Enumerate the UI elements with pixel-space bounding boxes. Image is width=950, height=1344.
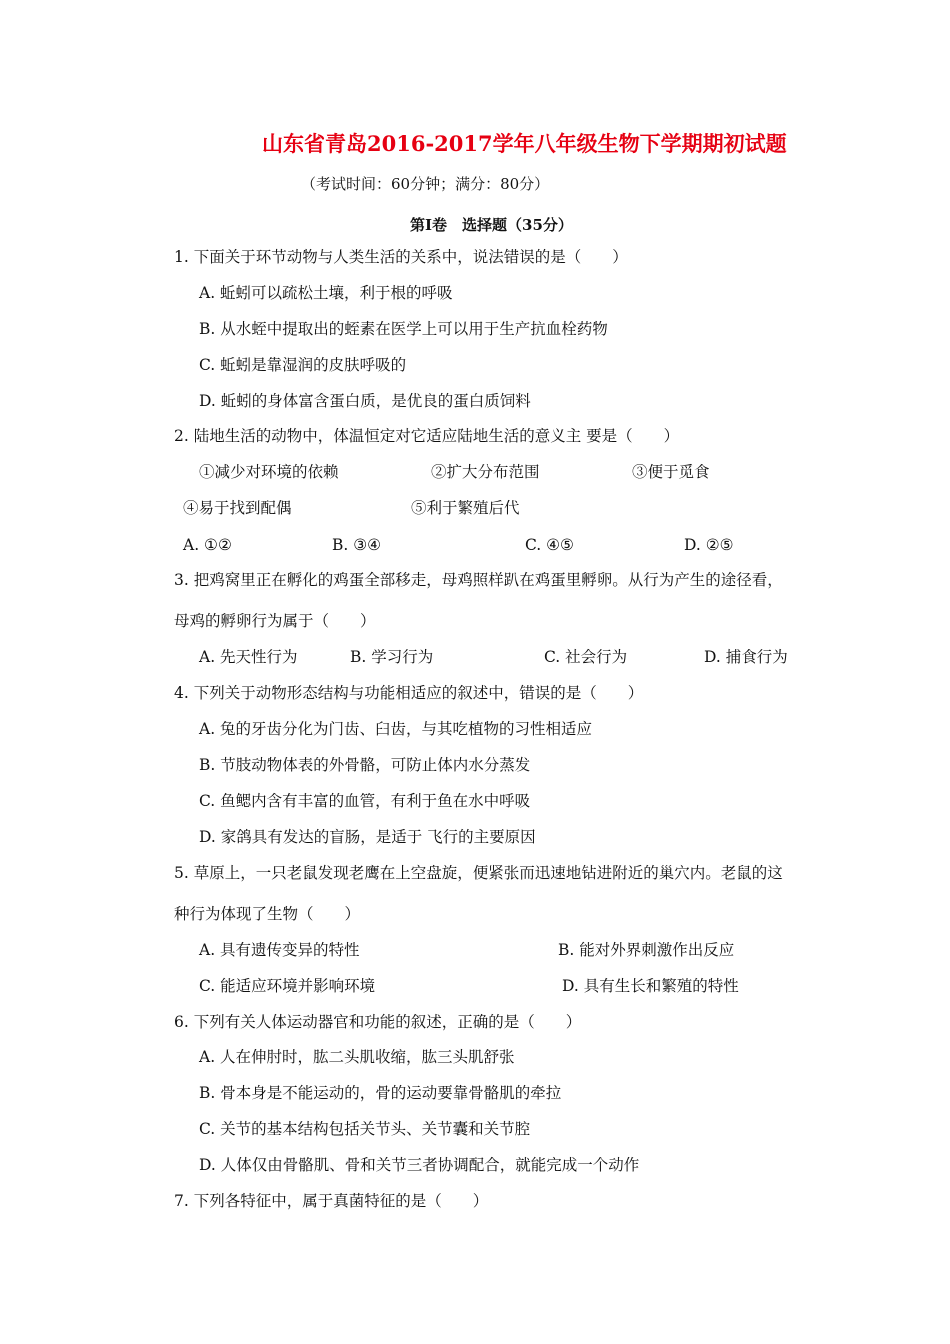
question-2-option-a: A. ①② <box>183 536 232 554</box>
question-1-stem: 1. 下面关于环节动物与人类生活的关系中，说法错误的是（ ） <box>174 248 628 266</box>
question-3-option-b: B. 学习行为 <box>350 648 434 666</box>
question-2-stem: 2. 陆地生活的动物中，体温恒定对它适应陆地生活的意义主 要是（ ） <box>174 427 680 445</box>
question-2-option-d: D. ②⑤ <box>684 536 734 554</box>
question-2-option-c: C. ④⑤ <box>525 536 574 554</box>
question-1-option-c: C. 蚯蚓是靠湿润的皮肤呼吸的 <box>199 356 407 374</box>
question-2-item-2: ②扩大分布范围 <box>431 463 540 481</box>
question-3-option-d: D. 捕食行为 <box>704 648 788 666</box>
question-6-stem: 6. 下列有关人体运动器官和功能的叙述，正确的是（ ） <box>174 1013 582 1031</box>
section-heading: 第Ⅰ卷 选择题（35分） <box>410 216 573 234</box>
question-2-item-3: ③便于觅食 <box>632 463 710 481</box>
question-1-option-d: D. 蚯蚓的身体富含蛋白质，是优良的蛋白质饲料 <box>199 392 531 410</box>
exam-title: 山东省青岛2016-2017学年八年级生物下学期期初试题 <box>262 131 787 156</box>
question-6-option-c: C. 关节的基本结构包括关节头、关节囊和关节腔 <box>199 1120 531 1138</box>
question-6-option-a: A. 人在伸肘时，肱二头肌收缩，肱三头肌舒张 <box>199 1048 515 1066</box>
question-1-option-b: B. 从水蛭中提取出的蛭素在医学上可以用于生产抗血栓药物 <box>199 320 608 338</box>
question-2-option-b: B. ③④ <box>332 536 382 554</box>
question-3-stem-continued: 母鸡的孵卵行为属于（ ） <box>174 612 376 630</box>
question-5-option-c: C. 能适应环境并影响环境 <box>199 977 376 995</box>
question-5-stem-continued: 种行为体现了生物（ ） <box>174 905 361 923</box>
question-3-stem: 3. 把鸡窝里正在孵化的鸡蛋全部移走，母鸡照样趴在鸡蛋里孵卵。从行为产生的途径看， <box>174 571 783 589</box>
question-4-option-c: C. 鱼鳃内含有丰富的血管，有利于鱼在水中呼吸 <box>199 792 531 810</box>
question-4-option-d: D. 家鸽具有发达的盲肠，是适于 飞行的主要原因 <box>199 828 536 846</box>
question-2-item-1: ①减少对环境的依赖 <box>199 463 339 481</box>
question-7-stem: 7. 下列各特征中，属于真菌特征的是（ ） <box>174 1192 489 1210</box>
question-5-stem: 5. 草原上，一只老鼠发现老鹰在上空盘旋，便紧张而迅速地钻进附近的巢穴内。老鼠的这 <box>174 864 783 882</box>
question-1-option-a: A. 蚯蚓可以疏松土壤，利于根的呼吸 <box>199 284 453 302</box>
question-5-option-a: A. 具有遗传变异的特性 <box>199 941 360 959</box>
exam-subtitle: （考试时间：60分钟；满分：80分） <box>301 175 550 193</box>
question-6-option-b: B. 骨本身是不能运动的，骨的运动要靠骨骼肌的牵拉 <box>199 1084 562 1102</box>
question-5-option-b: B. 能对外界刺激作出反应 <box>558 941 735 959</box>
question-3-option-c: C. 社会行为 <box>544 648 628 666</box>
question-5-option-d: D. 具有生长和繁殖的特性 <box>562 977 739 995</box>
question-4-option-a: A. 兔的牙齿分化为门齿、臼齿，与其吃植物的习性相适应 <box>199 720 593 738</box>
question-2-item-5: ⑤利于繁殖后代 <box>411 499 520 517</box>
question-2-item-4: ④易于找到配偶 <box>183 499 292 517</box>
question-4-stem: 4. 下列关于动物形态结构与功能相适应的叙述中，错误的是（ ） <box>174 684 644 702</box>
question-4-option-b: B. 节肢动物体表的外骨骼，可防止体内水分蒸发 <box>199 756 531 774</box>
question-3-option-a: A. 先天性行为 <box>199 648 298 666</box>
question-6-option-d: D. 人体仅由骨骼肌、骨和关节三者协调配合，就能完成一个动作 <box>199 1156 640 1174</box>
